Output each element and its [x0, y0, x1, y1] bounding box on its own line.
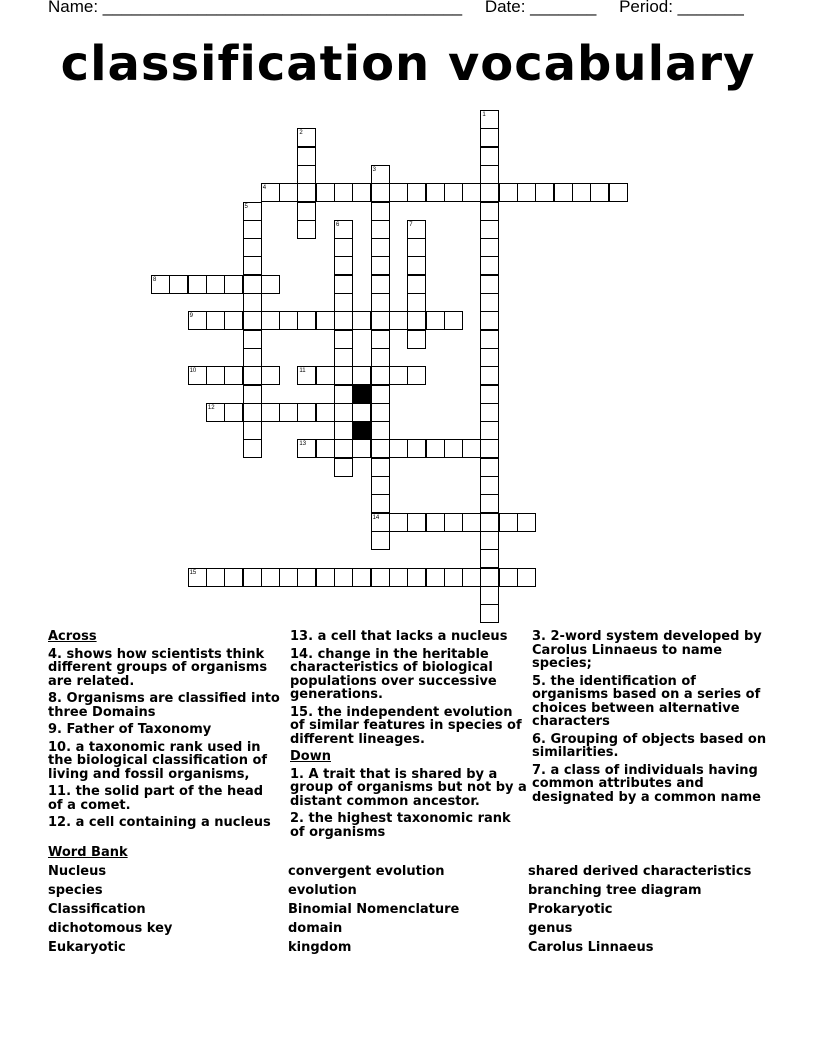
clue-across-14: 14. change in the heritable characteristics of biological populations over successive generations. [290, 646, 497, 702]
clue-number: 2 [299, 130, 303, 137]
clue-across-11: 11. the solid part of the head of a comet. [48, 784, 264, 813]
crossword-cell[interactable] [371, 330, 390, 349]
clue-column-1 [48, 630, 280, 834]
crossword-cell[interactable] [334, 311, 353, 330]
crossword-cell[interactable] [297, 311, 316, 330]
crossword-cell[interactable] [462, 183, 481, 202]
crossword-cell[interactable] [334, 256, 353, 275]
crossword-cell[interactable] [480, 403, 499, 422]
crossword-cell[interactable] [334, 421, 353, 440]
crossword-cell[interactable] [480, 385, 499, 404]
crossword-cell[interactable] [499, 183, 518, 202]
crossword-cell[interactable] [297, 183, 316, 202]
clue-across-8: 8. Organisms are classified into three Domains [48, 691, 280, 720]
crossword-cell[interactable] [316, 403, 335, 422]
crossword-cell[interactable] [535, 183, 554, 202]
crossword-cell[interactable] [334, 458, 353, 477]
crossword-cell[interactable] [389, 513, 408, 532]
crossword-cell[interactable] [224, 275, 243, 294]
crossword-cell[interactable] [243, 366, 262, 385]
clue-column-3 [532, 630, 768, 808]
clue-number: 8 [153, 276, 157, 283]
crossword-cell[interactable] [407, 183, 426, 202]
crossword-cell[interactable] [554, 183, 573, 202]
crossword-cell[interactable] [206, 568, 225, 587]
crossword-cell[interactable] [389, 366, 408, 385]
crossword-cell[interactable] [407, 238, 426, 257]
word-bank-item: Prokaryotic [528, 902, 613, 917]
crossword-cell[interactable] [243, 403, 262, 422]
crossword-cell[interactable] [480, 458, 499, 477]
crossword-cell[interactable] [316, 439, 335, 458]
clue-across-9: 9. Father of Taxonomy [48, 722, 212, 737]
clue-number: 1 [482, 112, 486, 118]
crossword-cell[interactable] [517, 183, 536, 202]
crossword-cell[interactable] [499, 513, 518, 532]
crossword-cell[interactable] [169, 275, 188, 294]
crossword-cell[interactable] [426, 439, 445, 458]
crossword-cell[interactable] [480, 311, 499, 330]
crossword-cell[interactable] [352, 439, 371, 458]
crossword-cell[interactable] [480, 147, 499, 166]
crossword-cell[interactable] [261, 275, 280, 294]
crossword-cell[interactable] [444, 311, 463, 330]
clue-number: 15 [189, 569, 197, 576]
clue-number: 5 [244, 203, 248, 210]
crossword-cell[interactable] [224, 403, 243, 422]
crossword-cell[interactable] [462, 513, 481, 532]
word-bank-item: dichotomous key [48, 921, 173, 936]
crossword-cell[interactable] [224, 568, 243, 587]
crossword-cell[interactable] [480, 128, 499, 147]
crossword-cell[interactable] [371, 403, 390, 422]
crossword-cell[interactable] [279, 403, 298, 422]
clue-number: 9 [189, 313, 193, 320]
word-bank-item: branching tree diagram [528, 883, 702, 898]
crossword-cell[interactable] [334, 403, 353, 422]
crossword-cell[interactable] [572, 183, 591, 202]
crossword-cell[interactable] [444, 568, 463, 587]
crossword-cell[interactable] [206, 275, 225, 294]
crossword-cell[interactable] [480, 275, 499, 294]
crossword-cell[interactable] [480, 476, 499, 495]
crossword-cell[interactable] [517, 568, 536, 587]
clue-across-15: 15. the independent evolution of similar features in species of different lineages. [290, 704, 522, 747]
crossword-cell[interactable] [371, 238, 390, 257]
crossword-cell[interactable] [480, 421, 499, 440]
crossword-cell[interactable] [499, 568, 518, 587]
crossword-cell[interactable] [352, 403, 371, 422]
clue-number: 14 [372, 514, 380, 521]
word-bank-column-1 [48, 864, 172, 959]
crossword-cell[interactable] [371, 183, 390, 202]
crossword-cell[interactable] [480, 439, 499, 458]
crossword-cell[interactable] [480, 165, 499, 184]
word-bank-item: kingdom [288, 940, 352, 955]
clue-across-13: 13. a cell that lacks a nucleus [290, 629, 508, 644]
crossword-cell[interactable] [243, 439, 262, 458]
crossword-cell[interactable] [426, 568, 445, 587]
crossword-cell[interactable] [206, 403, 225, 422]
black-cell [352, 421, 371, 440]
crossword-cell[interactable] [444, 439, 463, 458]
crossword-cell[interactable] [297, 165, 316, 184]
crossword-cell[interactable] [480, 348, 499, 367]
crossword-cell[interactable] [243, 202, 262, 221]
crossword-cell[interactable] [480, 202, 499, 221]
crossword-cell[interactable] [297, 202, 316, 221]
crossword-cell[interactable] [188, 568, 207, 587]
word-bank-column-2 [288, 864, 459, 959]
crossword-cell[interactable] [261, 403, 280, 422]
crossword-cell[interactable] [334, 238, 353, 257]
crossword-cell[interactable] [334, 568, 353, 587]
clue-down-7: 7. a class of individuals having common attributes and designated by a common name [532, 762, 761, 805]
crossword-cell[interactable] [444, 513, 463, 532]
crossword-cell[interactable] [206, 311, 225, 330]
crossword-cell[interactable] [352, 311, 371, 330]
crossword-cell[interactable] [480, 568, 499, 587]
crossword-cell[interactable] [480, 110, 499, 129]
crossword-cell[interactable] [480, 238, 499, 257]
crossword-cell[interactable] [297, 220, 316, 239]
crossword-cell[interactable] [243, 385, 262, 404]
crossword-cell[interactable] [480, 494, 499, 513]
crossword-cell[interactable] [389, 439, 408, 458]
crossword-cell[interactable] [224, 366, 243, 385]
crossword-cell[interactable] [480, 549, 499, 568]
crossword-cell[interactable] [243, 238, 262, 257]
clue-down-6: 6. Grouping of objects based on similarities. [532, 731, 767, 760]
clue-number: 3 [372, 166, 376, 173]
crossword-cell[interactable] [480, 330, 499, 349]
clue-down-2: 2. the highest taxonomic rank of organisms [290, 811, 511, 840]
crossword-cell[interactable] [371, 531, 390, 550]
crossword-cell[interactable] [480, 366, 499, 385]
crossword-cell[interactable] [316, 183, 335, 202]
crossword-cell[interactable] [480, 513, 499, 532]
page-title: classification vocabulary [60, 36, 756, 92]
word-bank-heading: Word Bank [48, 845, 128, 860]
crossword-cell[interactable] [407, 568, 426, 587]
crossword-cell[interactable] [480, 183, 499, 202]
crossword-cell[interactable] [407, 293, 426, 312]
crossword-cell[interactable] [316, 366, 335, 385]
clue-number: 11 [299, 368, 306, 375]
crossword-cell[interactable] [151, 275, 170, 294]
crossword-cell[interactable] [352, 183, 371, 202]
crossword-cell[interactable] [609, 183, 628, 202]
clue-column-2 [290, 630, 528, 843]
crossword-cell[interactable] [243, 275, 262, 294]
name-field[interactable]: Name: ______________________________________ [48, 0, 463, 16]
crossword-cell[interactable] [243, 568, 262, 587]
word-bank-item: shared derived characteristics [528, 864, 752, 879]
crossword-cell[interactable] [462, 568, 481, 587]
crossword-cell[interactable] [243, 348, 262, 367]
clue-number: 7 [409, 221, 413, 228]
crossword-cell[interactable] [297, 366, 316, 385]
crossword-cell[interactable] [334, 366, 353, 385]
crossword-cell[interactable] [188, 275, 207, 294]
word-bank-item: Binomial Nomenclature [288, 902, 460, 917]
crossword-cell[interactable] [243, 311, 262, 330]
word-bank-item: Carolus Linnaeus [528, 940, 654, 955]
crossword-cell[interactable] [480, 604, 499, 623]
crossword-cell[interactable] [334, 330, 353, 349]
black-cell [352, 385, 371, 404]
crossword-cell[interactable] [261, 183, 280, 202]
word-bank-item: species [48, 883, 103, 898]
crossword-cell[interactable] [407, 439, 426, 458]
crossword-cell[interactable] [297, 403, 316, 422]
word-bank-item: Classification [48, 902, 146, 917]
crossword-cell[interactable] [426, 311, 445, 330]
crossword-cell[interactable] [371, 476, 390, 495]
word-bank-item: evolution [288, 883, 357, 898]
crossword-cell[interactable] [352, 366, 371, 385]
crossword-cell[interactable] [426, 513, 445, 532]
crossword-cell[interactable] [334, 385, 353, 404]
crossword-cell[interactable] [316, 311, 335, 330]
crossword-cell[interactable] [334, 275, 353, 294]
crossword-cell[interactable] [389, 183, 408, 202]
crossword-cell[interactable] [261, 366, 280, 385]
word-bank-item: convergent evolution [288, 864, 445, 879]
crossword-cell[interactable] [371, 311, 390, 330]
crossword-cell[interactable] [279, 568, 298, 587]
crossword-cell[interactable] [407, 311, 426, 330]
crossword-cell[interactable] [334, 183, 353, 202]
crossword-cell[interactable] [407, 513, 426, 532]
crossword-cell[interactable] [426, 183, 445, 202]
clue-down-1: 1. A trait that is shared by a group of organisms but not by a distant common ancestor. [290, 766, 527, 809]
clue-across-12: 12. a cell containing a nucleus [48, 815, 271, 830]
crossword-cell[interactable] [462, 439, 481, 458]
across-heading: Across [48, 629, 97, 644]
crossword-cell[interactable] [243, 293, 262, 312]
crossword-cell[interactable] [590, 183, 609, 202]
crossword-cell[interactable] [371, 568, 390, 587]
crossword-cell[interactable] [480, 531, 499, 550]
crossword-cell[interactable] [371, 513, 390, 532]
crossword-cell[interactable] [297, 439, 316, 458]
crossword-cell[interactable] [243, 330, 262, 349]
crossword-cell[interactable] [261, 568, 280, 587]
crossword-cell[interactable] [371, 275, 390, 294]
clue-number: 10 [189, 368, 197, 375]
crossword-cell[interactable] [279, 311, 298, 330]
crossword-cell[interactable] [243, 256, 262, 275]
clue-down-5: 5. the identification of organisms based on a series of choices between alternative characters [532, 673, 761, 729]
crossword-cell[interactable] [371, 293, 390, 312]
crossword-cell[interactable] [188, 366, 207, 385]
crossword-cell[interactable] [480, 586, 499, 605]
crossword-cell[interactable] [389, 311, 408, 330]
crossword-cell[interactable] [371, 385, 390, 404]
crossword-cell[interactable] [480, 293, 499, 312]
crossword-cell[interactable] [243, 421, 262, 440]
crossword-cell[interactable] [444, 183, 463, 202]
crossword-cell[interactable] [224, 311, 243, 330]
crossword-cell[interactable] [371, 220, 390, 239]
crossword-cell[interactable] [371, 421, 390, 440]
word-bank-column-3 [528, 864, 751, 959]
crossword-cell[interactable] [279, 183, 298, 202]
crossword-cell[interactable] [371, 165, 390, 184]
clue-number: 4 [262, 185, 267, 192]
crossword-cell[interactable] [261, 311, 280, 330]
crossword-cell[interactable] [297, 128, 316, 147]
word-bank-item: Eukaryotic [48, 940, 126, 955]
clue-down-3: 3. 2-word system developed by Carolus Linnaeus to name species; [532, 629, 762, 671]
clue-across-4: 4. shows how scientists think different groups of organisms are related. [48, 646, 268, 689]
crossword-cell[interactable] [480, 256, 499, 275]
crossword-cell[interactable] [334, 293, 353, 312]
word-bank-item: domain [288, 921, 343, 936]
word-bank-item: genus [528, 921, 573, 936]
crossword-cell[interactable] [371, 439, 390, 458]
crossword-cell[interactable] [206, 366, 225, 385]
clue-number: 6 [336, 221, 340, 228]
crossword-cell[interactable] [371, 348, 390, 367]
down-heading: Down [290, 749, 331, 764]
crossword-cell[interactable] [316, 568, 335, 587]
crossword-cell[interactable] [334, 220, 353, 239]
crossword-cell[interactable] [243, 220, 262, 239]
crossword-cell[interactable] [371, 458, 390, 477]
crossword-cell[interactable] [517, 513, 536, 532]
crossword-cell[interactable] [334, 348, 353, 367]
crossword-cell[interactable] [334, 439, 353, 458]
crossword-cell[interactable] [407, 220, 426, 239]
clue-number: 13 [299, 441, 307, 448]
crossword-cell[interactable] [352, 568, 371, 587]
crossword-cell[interactable] [371, 494, 390, 513]
period-field[interactable]: Period: _______ [619, 0, 744, 16]
crossword-cell[interactable] [371, 202, 390, 221]
crossword-cell[interactable] [389, 568, 408, 587]
crossword-cell[interactable] [480, 220, 499, 239]
crossword-cell[interactable] [407, 366, 426, 385]
word-bank-item: Nucleus [48, 864, 107, 879]
crossword-cell[interactable] [297, 147, 316, 166]
crossword-cell[interactable] [297, 568, 316, 587]
crossword-cell[interactable] [371, 366, 390, 385]
crossword-cell[interactable] [188, 311, 207, 330]
crossword-cell[interactable] [407, 256, 426, 275]
crossword-cell[interactable] [407, 330, 426, 349]
clue-across-10: 10. a taxonomic rank used in the biological classification of living and fossil organisms, [48, 739, 268, 782]
clue-number: 12 [207, 404, 215, 411]
crossword-cell[interactable] [371, 256, 390, 275]
crossword-cell[interactable] [407, 275, 426, 294]
date-field[interactable]: Date: _______ [484, 0, 597, 16]
